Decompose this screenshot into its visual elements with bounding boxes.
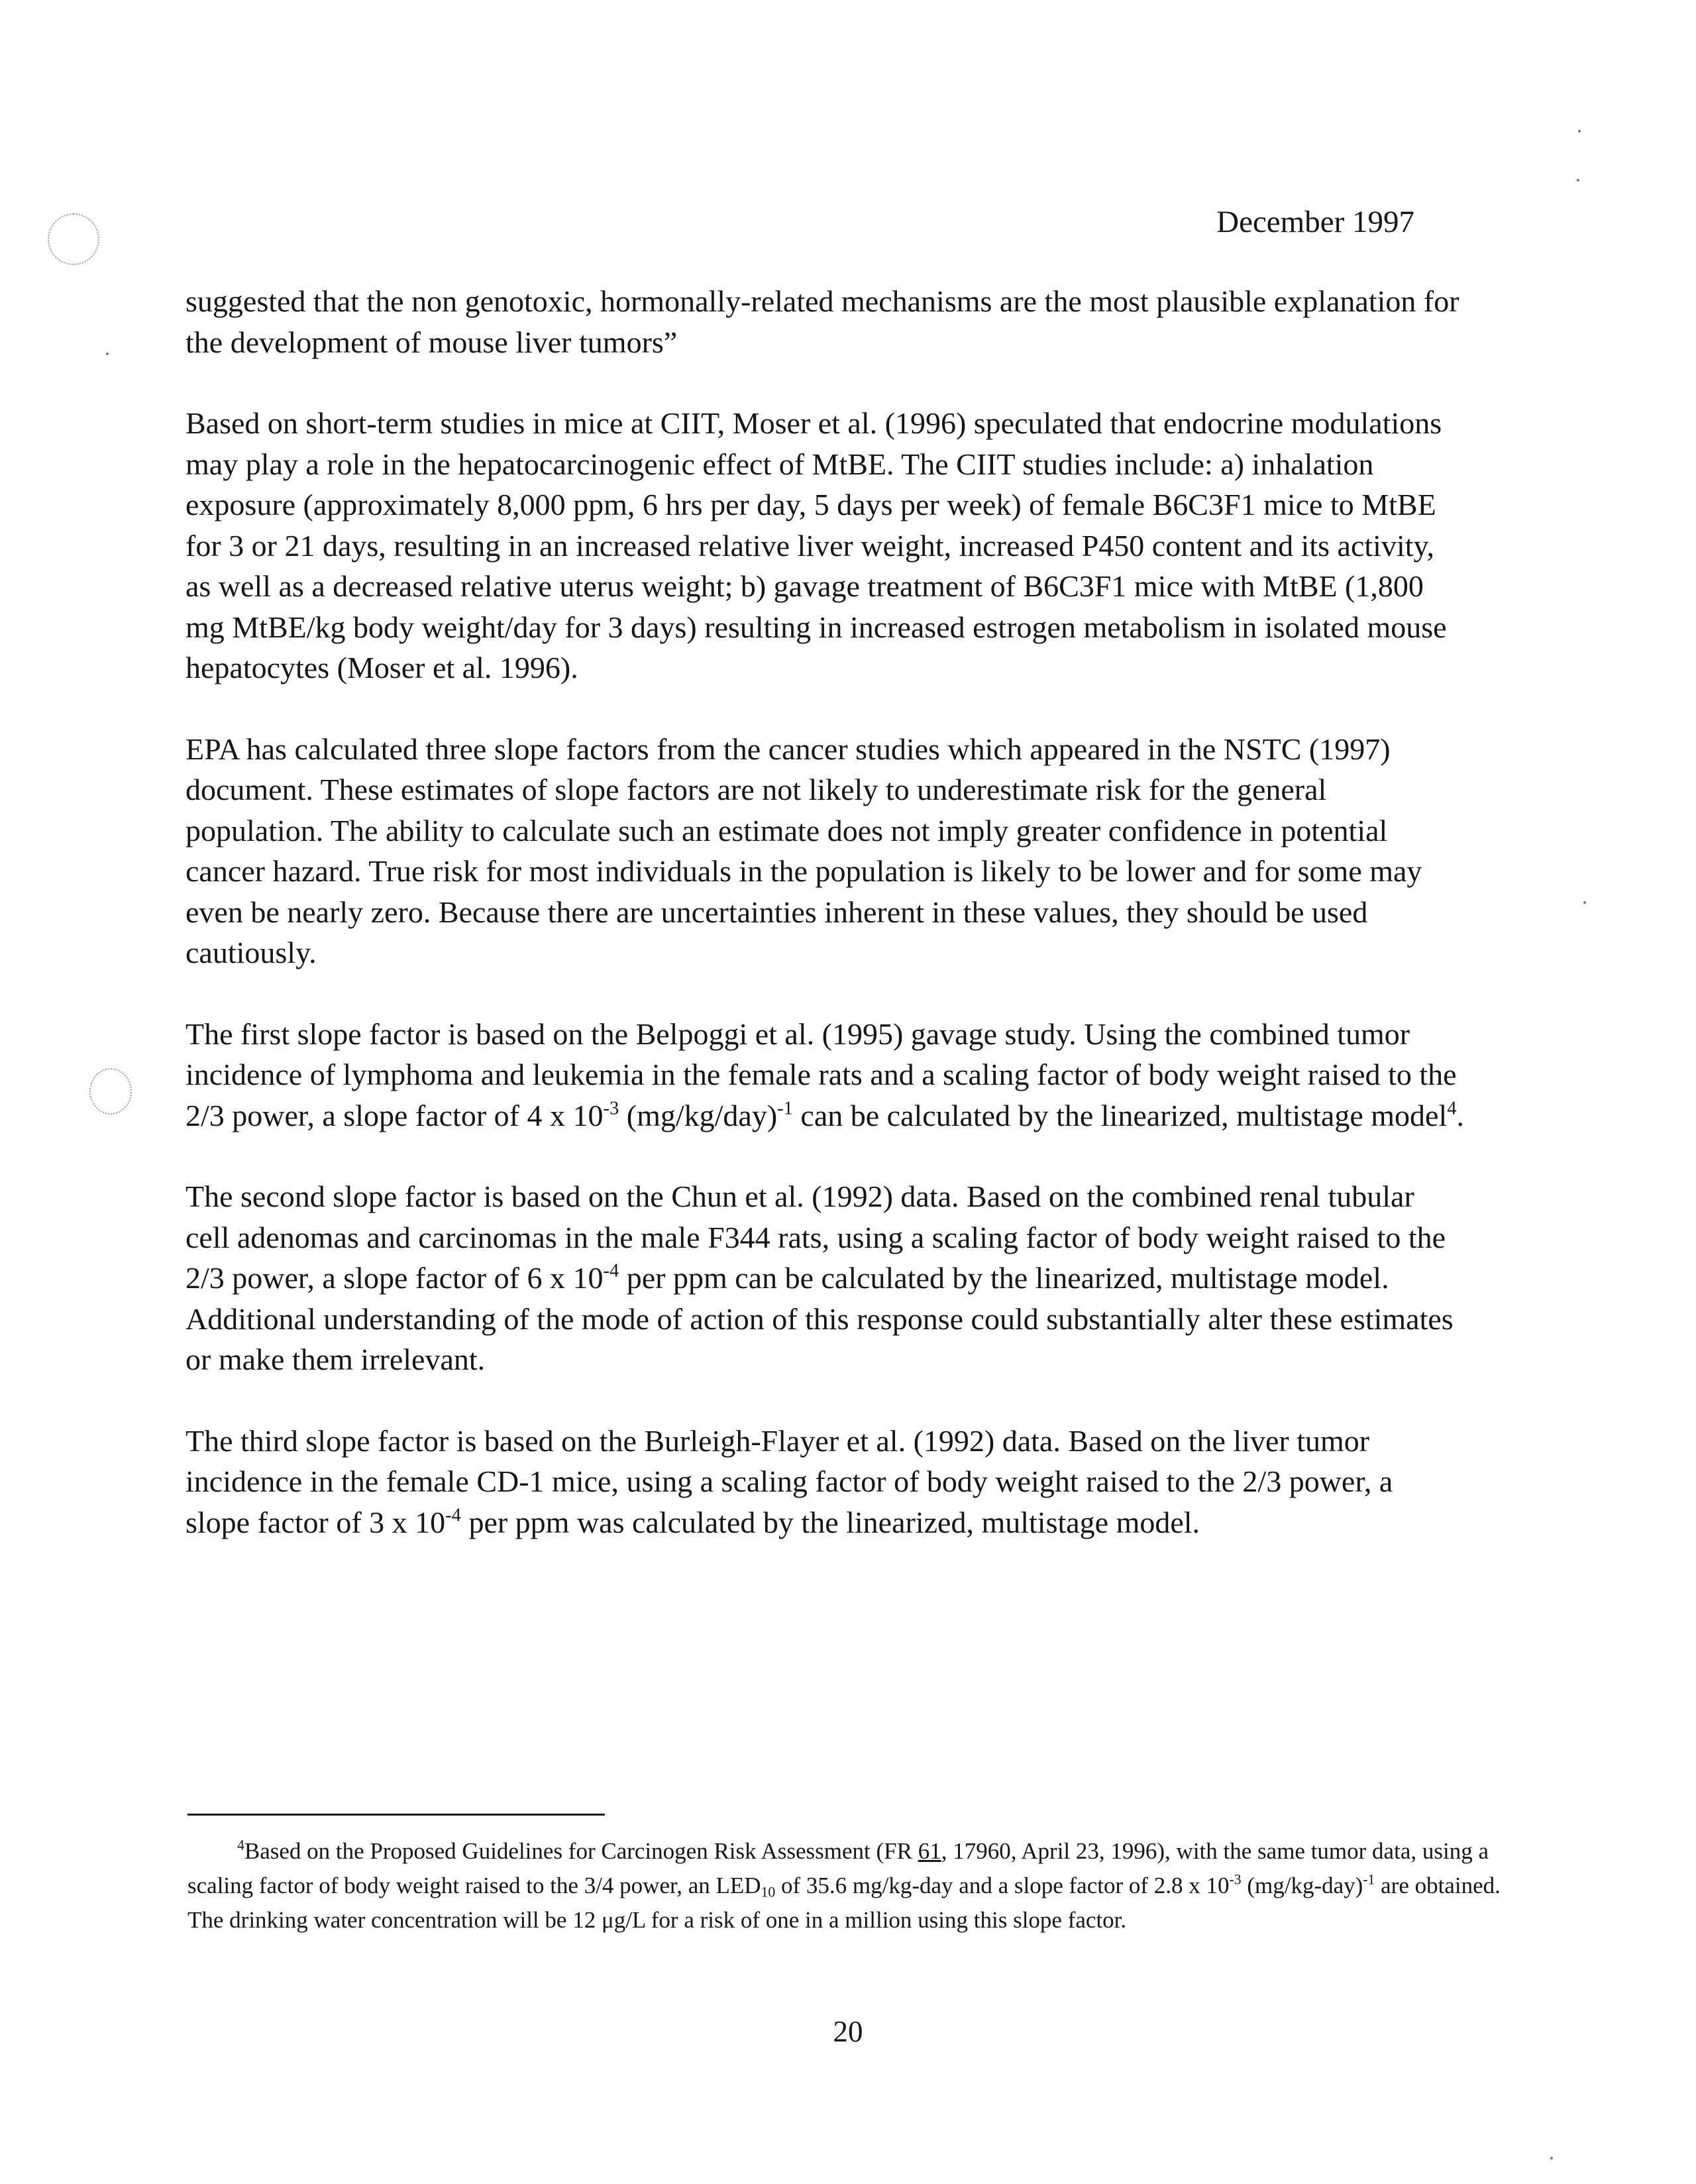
footnote-divider [187, 1814, 605, 1816]
scan-speck [1583, 901, 1586, 904]
scan-speck [1578, 130, 1581, 133]
footnote-marker: 4 [237, 1837, 244, 1853]
paragraph-ciit-studies: Based on short-term studies in mice at CIIT, Moser et al. (1996) speculated that endocrine modulations may play a role in the hepatocarcinogenic effect of MtBE. The CIIT studies include: a) inhalation exposure (approximately 8,000 ppm, 6 hrs per day, 5 days per week) of female B6C3F1 mice to MtBE for 3 or 21 days, resulting in an increased relative liver weight, increased P450 content and its activity, as well as a decreased relative uterus weight; b) gavage treatment of B6C3F1 mice with MtBE (1,800 mg MtBE/kg body weight/day for 3 days) resulting in increased estrogen metabolism in isolated mouse hepatocytes (Moser et al. 1996). [186, 406, 1447, 684]
paragraph-continuation: suggested that the non genotoxic, hormonally-related mechanisms are the most plausible explanation for the development of mouse liver tumors” [186, 284, 1459, 359]
footnote-reference: 4 [1447, 1097, 1457, 1119]
scan-speck [1550, 2157, 1553, 2159]
paragraph-first-slope-factor: The first slope factor is based on the Belpoggi et al. (1995) gavage study. Using the combined tumor incidence of lymphoma and leukemia in the female rats and a scaling factor of body weight raised to the 2/3 power, a slope factor of 4 x $10^{-3}$ $(mg/kg/day)^{-1}$ can be calculated by the linearized, multistage model$^4$. [186, 1016, 1465, 1132]
paragraph-second-slope-factor: The second slope factor is based on the Chun et al. (1992) data. Based on the combined renal tubular cell adenomas and carcinomas in the male F344 rats, using a scaling factor of body weight raised to the 2/3 power, a slope factor of 6 x $10^{-4}$ per ppm can be calculated by the linearized, multistage model. Additional understanding of the mode of action of this response could substantially alter these estimates or make them irrelevant. [186, 1179, 1454, 1376]
header-date: December 1997 [1216, 205, 1414, 239]
footnote: $^4$Based on the Proposed Guidelines for Carcinogen Risk Assessment (FR 61, 17960, April 23, 1996), with the same tumor data, using a scaling factor of body weight raised to the 3/4 power, an $LED_{10}$ of 35.6 mg/kg-day and a slope factor of 2.8 x $10^{-3}$ $(mg/kg-day)^{-1}$ are obtained. The drinking water concentration will be 12 μg/L for a risk of one in a million using this slope factor. [187, 1837, 1501, 1933]
scan-artifact-mid-left [89, 1068, 132, 1115]
page-number: 20 [833, 2015, 863, 2048]
scan-speck [1577, 179, 1579, 182]
scan-artifact-top-left [48, 213, 99, 265]
paragraph-third-slope-factor: The third slope factor is based on the Burleigh-Flayer et al. (1992) data. Based on the liver tumor incidence in the female CD-1 mice, using a scaling factor of body weight raised to the 2/3 power, a slope factor of 3 x $10^{-4}$ per ppm was calculated by the linearized, multistage model. [186, 1423, 1393, 1539]
scan-speck [106, 353, 109, 355]
paragraph-slope-factors-intro: EPA has calculated three slope factors from the cancer studies which appeared in the NSTC (1997) document. These estimates of slope factors are not likely to underestimate risk for the general population. The ability to calculate such an estimate does not imply greater confidence in potential cancer hazard. True risk for most individuals in the population is likely to be lower and for some may even be nearly zero. Because there are uncertainties inherent in these values, they should be used cautiously. [186, 732, 1422, 969]
body-text [186, 281, 1464, 1583]
